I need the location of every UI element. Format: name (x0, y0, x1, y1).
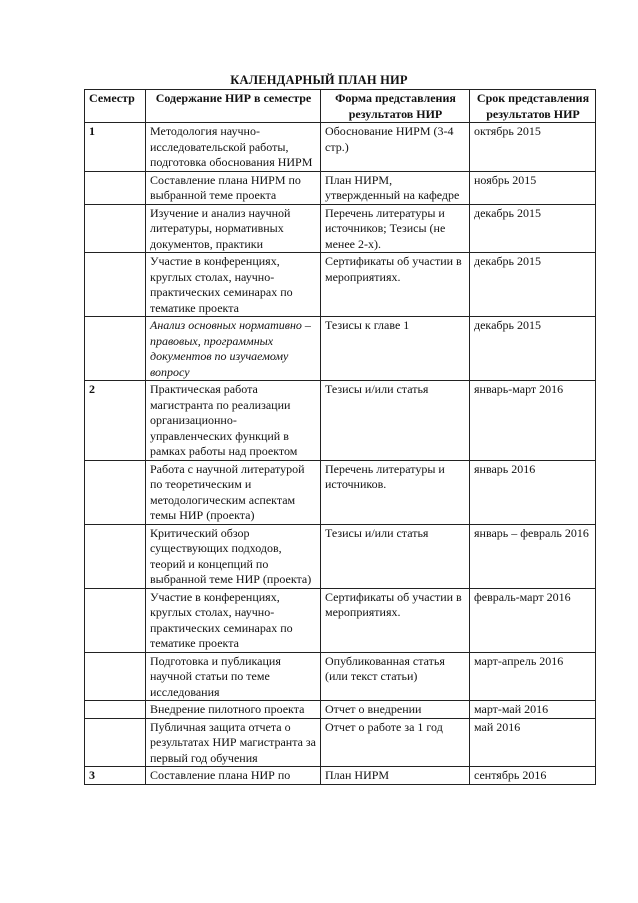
content-cell: Составление плана НИР по (146, 767, 321, 785)
semester-cell: 3 (85, 767, 146, 785)
form-cell: Опубликованная статья (или текст статьи) (321, 652, 470, 701)
semester-cell (85, 652, 146, 701)
page-title: КАЛЕНДАРНЫЙ ПЛАН НИР (230, 73, 408, 87)
form-cell: План НИРМ, утвержденный на кафедре (321, 171, 470, 204)
form-cell: Тезисы и/или статья (321, 524, 470, 588)
deadline-cell: декабрь 2015 (470, 317, 596, 381)
content-cell: Публичная защита отчета о результатах НИР магистранта за первый год обучения (146, 718, 321, 767)
table-row (85, 701, 596, 719)
semester-cell (85, 718, 146, 767)
table-row (85, 588, 596, 652)
table-row (85, 460, 596, 524)
deadline-cell: январь-март 2016 (470, 381, 596, 461)
content-cell: Критический обзор существующих подходов, теорий и концепций по выбранной теме НИР (проекта) (146, 524, 321, 588)
semester-cell (85, 460, 146, 524)
table-row (85, 123, 596, 172)
semester-cell (85, 701, 146, 719)
table-row (85, 718, 596, 767)
form-cell: Тезисы к главе 1 (321, 317, 470, 381)
content-cell: Составление плана НИРМ по выбранной теме проекта (146, 171, 321, 204)
deadline-cell: декабрь 2015 (470, 253, 596, 317)
deadline-cell: декабрь 2015 (470, 204, 596, 253)
content-cell: Участие в конференциях, круглых столах, научно-практических семинарах по тематике проекта (146, 253, 321, 317)
semester-cell (85, 204, 146, 253)
content-cell: Изучение и анализ научной литературы, нормативных документов, практики (146, 204, 321, 253)
header-semester: Семестр (85, 90, 146, 123)
deadline-cell: февраль-март 2016 (470, 588, 596, 652)
table-row (85, 204, 596, 253)
deadline-cell: январь 2016 (470, 460, 596, 524)
deadline-cell: май 2016 (470, 718, 596, 767)
table-row (85, 524, 596, 588)
deadline-cell: ноябрь 2015 (470, 171, 596, 204)
semester-cell: 1 (85, 123, 146, 172)
deadline-cell: сентябрь 2016 (470, 767, 596, 785)
table-row (85, 317, 596, 381)
form-cell: План НИРМ (321, 767, 470, 785)
form-cell: Отчет о работе за 1 год (321, 718, 470, 767)
content-cell: Участие в конференциях, круглых столах, научно-практических семинарах по тематике проекта (146, 588, 321, 652)
form-cell: Сертификаты об участии в мероприятиях. (321, 253, 470, 317)
table-row (85, 767, 596, 785)
form-cell: Перечень литературы и источников; Тезисы (не менее 2-х). (321, 204, 470, 253)
form-cell: Отчет о внедрении (321, 701, 470, 719)
header-content: Содержание НИР в семестре (146, 90, 321, 123)
semester-cell (85, 524, 146, 588)
table-header-row (85, 90, 596, 123)
header-form: Форма представления результатов НИР (321, 90, 470, 123)
calendar-plan-table (84, 89, 596, 785)
semester-cell (85, 588, 146, 652)
table-row (85, 253, 596, 317)
table-row (85, 381, 596, 461)
deadline-cell: январь – февраль 2016 (470, 524, 596, 588)
deadline-cell: март-май 2016 (470, 701, 596, 719)
content-cell: Внедрение пилотного проекта (146, 701, 321, 719)
semester-cell (85, 253, 146, 317)
header-deadline: Срок представления результатов НИР (470, 90, 596, 123)
deadline-cell: март-апрель 2016 (470, 652, 596, 701)
semester-cell (85, 317, 146, 381)
content-cell: Работа с научной литературой по теоретическим и методологическим аспектам темы НИР (проекта) (146, 460, 321, 524)
form-cell: Обоснование НИРМ (3-4 стр.) (321, 123, 470, 172)
table-row (85, 652, 596, 701)
content-cell: Практическая работа магистранта по реализации организационно-управленческих функций в рамках работы над проектом (146, 381, 321, 461)
form-cell: Перечень литературы и источников. (321, 460, 470, 524)
deadline-cell: октябрь 2015 (470, 123, 596, 172)
content-cell: Методология научно-исследовательской работы, подготовка обоснования НИРМ (146, 123, 321, 172)
semester-cell (85, 171, 146, 204)
form-cell: Тезисы и/или статья (321, 381, 470, 461)
form-cell: Сертификаты об участии в мероприятиях. (321, 588, 470, 652)
content-cell: Подготовка и публикация научной статьи по теме исследования (146, 652, 321, 701)
table-row (85, 171, 596, 204)
semester-cell: 2 (85, 381, 146, 461)
content-cell: Анализ основных нормативно – правовых, программных документов по изучаемому вопросу (146, 317, 321, 381)
